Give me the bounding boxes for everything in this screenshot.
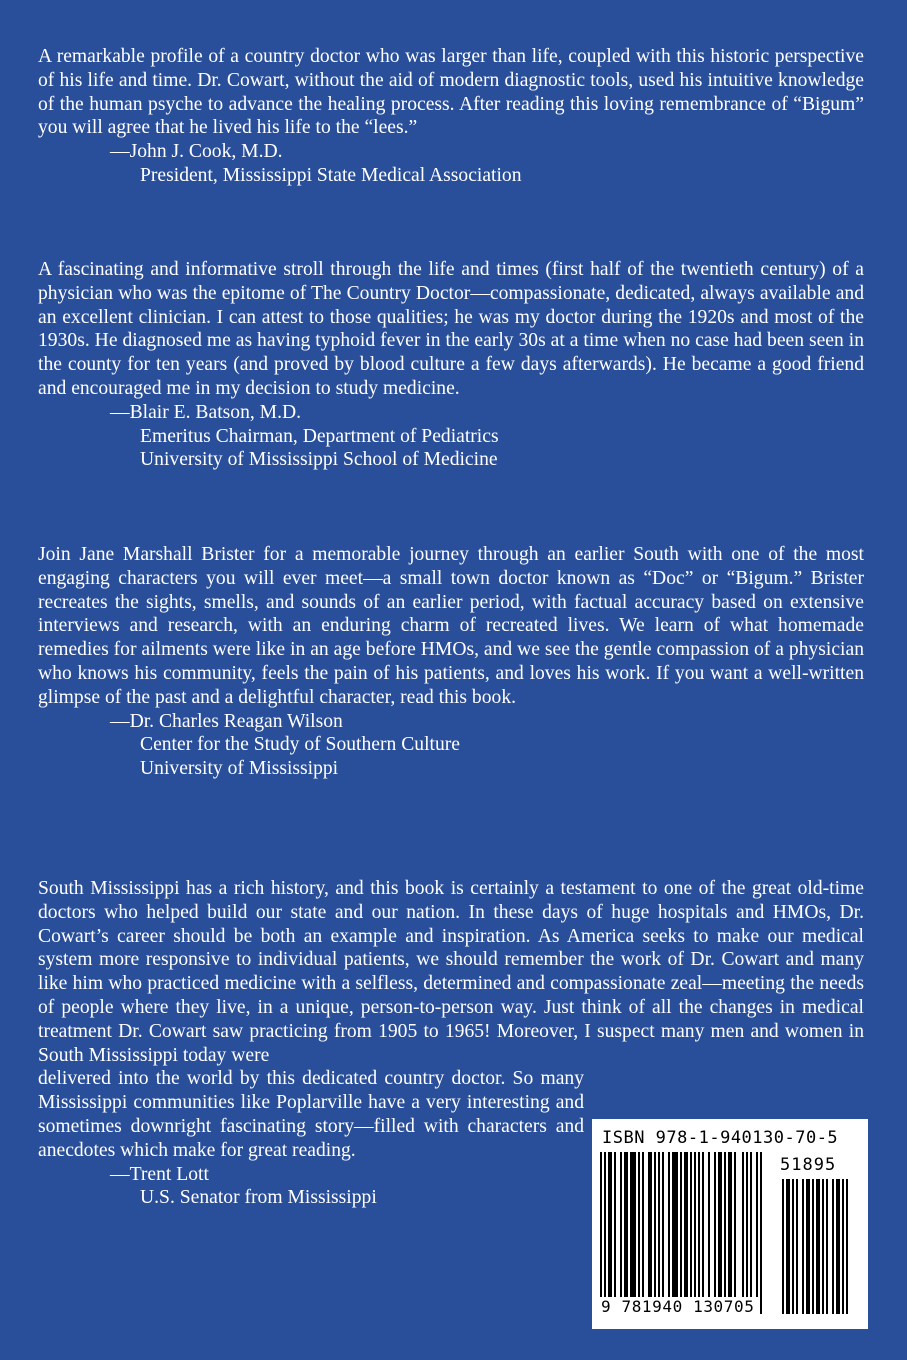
barcode-bar [760, 1152, 762, 1314]
endorsement-batson [38, 258, 864, 472]
endorsement-cook [38, 45, 864, 188]
endorsement-text: Join Jane Marshall Brister for a memorable journey through an earlier South with one of the most engaging characters you will ever meet—a small town doctor known as “Doc” or “Bigum.” Brister recreates the sights, smells, and sounds of an earlier period, with factual accuracy based on extensive interviews and research, with an enduring charm of recreated lives. We learn of what homemade remedies for ailments were like in an age before HMOs, and we see the gentle compassion of a physician who knows his community, feels the pain of his patients, and loves his work. If you want a well-written glimpse of the past and a delightful character, read this book. [38, 544, 864, 708]
endorser-title: U.S. Senator from Mississippi [140, 1187, 377, 1209]
endorsement-wilson [38, 543, 864, 781]
endorser-title: Emeritus Chairman, Department of Pediatrics [140, 425, 499, 447]
addon-barcode-bars [782, 1179, 858, 1314]
endorsement-attribution [38, 140, 864, 188]
endorser-title: President, Mississippi State Medical Association [140, 164, 522, 186]
endorser-name: —Trent Lott [110, 1163, 209, 1185]
isbn-barcode [592, 1119, 868, 1329]
ean-digits: 9 781940 130705 [598, 1297, 758, 1316]
endorser-name: —Blair E. Batson, M.D. [110, 401, 302, 423]
price-addon-digits: 51895 [780, 1155, 837, 1175]
endorsement-attribution [38, 710, 864, 781]
endorsement-text: A fascinating and informative stroll through the life and times (first half of the twentieth century) of a physician who was the epitome of The Country Doctor—compassionate, dedicated, always available and an excellent clinician. I can attest to those qualities; he was my doctor during the 1920s and most of the 1930s. He diagnosed me as having typhoid fever in the early 30s at a time when no case had been seen in the county for ten years (and proved by blood culture a few days afterwards). He became a good friend and encouraged me in my decision to study medicine. [38, 259, 864, 399]
endorser-title: Center for the Study of Southern Culture [140, 734, 460, 756]
endorser-affiliation: University of Mississippi School of Medicine [140, 449, 498, 471]
barcode-bar [846, 1179, 848, 1314]
endorser-affiliation: University of Mississippi [140, 758, 339, 780]
endorsement-text: A remarkable profile of a country doctor who was larger than life, coupled with this historic perspective of his life and time. Dr. Cowart, without the aid of modern diagnostic tools, used his intuitive knowledge of the human psyche to advance the healing process. After reading this loving remembrance of “Bigum” you will agree that he lived his life to the “lees.” [38, 46, 864, 139]
endorsement-text-narrow: delivered into the world by this dedicated country doctor. So many Mississippi communities like Poplarville have a very interesting and sometimes downright fascinating story—filled with characters and anecdotes which make for great reading. [38, 1068, 584, 1161]
endorsement-text-wide: South Mississippi has a rich history, and this book is certainly a testament to one of the great old-time doctors who helped build our state and our nation. In these days of huge hospitals and HMOs, Dr. Cowart’s career should be both an example and inspiration. As America seeks to make our medical system more responsive to individual patients, we should remember the work of Dr. Cowart and many like him who practiced medicine with a selfless, determined and compassionate zeal—meeting the needs of people where they live, in a unique, person-to-person way. Just think of all the changes in medical treatment Dr. Cowart saw practicing from 1905 to 1965! Moreover, I suspect many men and women in South Mississippi today were [38, 878, 864, 1066]
endorsement-attribution [38, 401, 864, 472]
isbn-label: ISBN 978-1-940130-70-5 [602, 1128, 839, 1148]
endorser-name: —John J. Cook, M.D. [110, 141, 283, 163]
ean-barcode-bars [600, 1152, 776, 1314]
endorser-name: —Dr. Charles Reagan Wilson [110, 710, 343, 732]
